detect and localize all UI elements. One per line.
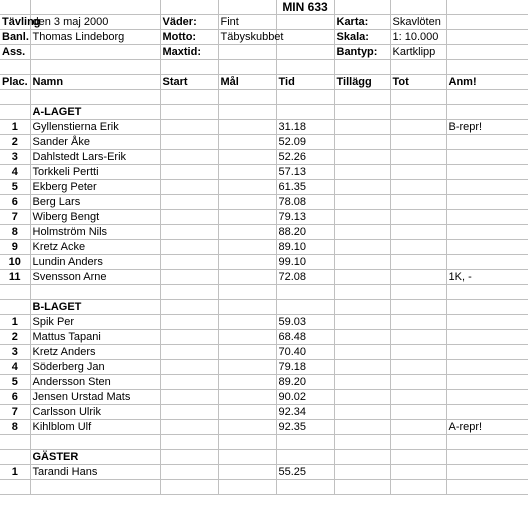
name-cell[interactable]: Carlsson Ulrik xyxy=(30,405,160,420)
empty-cell[interactable] xyxy=(390,195,446,210)
empty-cell[interactable] xyxy=(160,345,218,360)
group-header-row xyxy=(0,450,528,465)
empty-cell[interactable] xyxy=(276,15,334,30)
empty-cell[interactable] xyxy=(446,0,528,15)
empty-cell[interactable] xyxy=(446,285,528,300)
name-cell[interactable]: Mattus Tapani xyxy=(30,330,160,345)
place-cell[interactable]: 4 xyxy=(0,360,30,375)
empty-cell[interactable] xyxy=(218,450,276,465)
empty-cell[interactable] xyxy=(446,480,528,495)
empty-cell[interactable] xyxy=(160,300,218,315)
name-cell[interactable]: Kretz Acke xyxy=(30,240,160,255)
column-header[interactable]: Namn xyxy=(30,75,160,90)
empty-cell[interactable] xyxy=(30,90,160,105)
place-cell[interactable]: 11 xyxy=(0,270,30,285)
empty-cell[interactable] xyxy=(390,360,446,375)
empty-cell[interactable] xyxy=(390,405,446,420)
empty-cell[interactable] xyxy=(390,165,446,180)
info-label[interactable]: Maxtid: xyxy=(160,45,218,60)
name-cell[interactable]: Tarandi Hans xyxy=(30,465,160,480)
empty-cell[interactable] xyxy=(160,390,218,405)
empty-cell[interactable] xyxy=(390,390,446,405)
info-label[interactable]: Banl. xyxy=(2,31,29,43)
sheet-title[interactable]: MIN 633 xyxy=(276,0,334,15)
note-cell[interactable] xyxy=(446,195,528,210)
empty-cell[interactable] xyxy=(160,255,218,270)
empty-cell[interactable] xyxy=(334,435,390,450)
empty-cell[interactable] xyxy=(390,270,446,285)
info-value[interactable]: Thomas Lindeborg xyxy=(30,30,160,45)
place-cell[interactable]: 9 xyxy=(0,240,30,255)
empty-cell[interactable] xyxy=(390,150,446,165)
time-cell[interactable]: 88.20 xyxy=(276,225,334,240)
result-row xyxy=(0,270,528,285)
empty-cell[interactable] xyxy=(218,300,276,315)
empty-cell[interactable] xyxy=(160,120,218,135)
empty-cell[interactable] xyxy=(390,315,446,330)
empty-cell[interactable] xyxy=(218,90,276,105)
empty-cell[interactable] xyxy=(160,225,218,240)
empty-cell[interactable] xyxy=(334,420,390,435)
name-cell[interactable]: Lundin Anders xyxy=(30,255,160,270)
empty-cell[interactable] xyxy=(390,435,446,450)
empty-cell[interactable] xyxy=(160,285,218,300)
empty-cell[interactable] xyxy=(218,315,276,330)
empty-cell[interactable] xyxy=(390,60,446,75)
empty-cell[interactable] xyxy=(334,360,390,375)
empty-cell[interactable] xyxy=(276,480,334,495)
note-cell[interactable] xyxy=(446,375,528,390)
info-label[interactable]: Väder: xyxy=(160,15,218,30)
empty-cell[interactable] xyxy=(218,480,276,495)
empty-cell[interactable] xyxy=(446,435,528,450)
empty-cell[interactable] xyxy=(334,210,390,225)
empty-cell[interactable] xyxy=(160,330,218,345)
empty-cell[interactable] xyxy=(0,90,30,105)
place-cell[interactable]: 8 xyxy=(0,225,30,240)
empty-cell[interactable] xyxy=(218,165,276,180)
empty-cell[interactable] xyxy=(390,285,446,300)
empty-cell[interactable] xyxy=(160,465,218,480)
result-row xyxy=(0,465,528,480)
note-cell[interactable] xyxy=(446,330,528,345)
empty-cell[interactable] xyxy=(218,135,276,150)
place-cell[interactable]: 5 xyxy=(0,180,30,195)
empty-cell[interactable] xyxy=(160,135,218,150)
column-header[interactable]: Tid xyxy=(276,75,334,90)
empty-cell[interactable] xyxy=(218,270,276,285)
empty-cell[interactable] xyxy=(334,195,390,210)
empty-cell[interactable] xyxy=(218,0,276,15)
empty-cell[interactable] xyxy=(276,30,334,45)
result-row xyxy=(0,135,528,150)
time-cell[interactable]: 99.10 xyxy=(276,255,334,270)
name-cell[interactable]: Svensson Arne xyxy=(30,270,160,285)
empty-cell[interactable] xyxy=(218,255,276,270)
time-cell[interactable]: 59.03 xyxy=(276,315,334,330)
result-row xyxy=(0,195,528,210)
empty-cell[interactable] xyxy=(334,240,390,255)
column-header[interactable]: Tot xyxy=(390,75,446,90)
note-cell[interactable] xyxy=(446,225,528,240)
group-name[interactable]: B-LAGET xyxy=(30,300,160,315)
empty-cell[interactable] xyxy=(218,375,276,390)
empty-cell[interactable] xyxy=(334,345,390,360)
empty-cell[interactable] xyxy=(334,405,390,420)
empty-cell[interactable] xyxy=(334,135,390,150)
empty-cell[interactable] xyxy=(334,0,390,15)
note-cell[interactable] xyxy=(446,165,528,180)
info-row xyxy=(0,30,528,45)
empty-cell[interactable] xyxy=(334,375,390,390)
empty-cell[interactable] xyxy=(218,345,276,360)
empty-cell[interactable] xyxy=(390,0,446,15)
info-row xyxy=(0,45,528,60)
name-cell[interactable]: Torkkeli Pertti xyxy=(30,165,160,180)
time-cell[interactable]: 72.08 xyxy=(276,270,334,285)
empty-cell[interactable] xyxy=(218,435,276,450)
time-cell[interactable]: 57.13 xyxy=(276,165,334,180)
empty-cell[interactable] xyxy=(218,225,276,240)
empty-cell[interactable] xyxy=(334,480,390,495)
empty-cell[interactable] xyxy=(446,300,528,315)
time-cell[interactable]: 92.35 xyxy=(276,420,334,435)
place-cell[interactable]: 10 xyxy=(0,255,30,270)
empty-cell[interactable] xyxy=(160,150,218,165)
note-cell[interactable] xyxy=(446,240,528,255)
info-value[interactable]: 1: 10.000 xyxy=(390,30,446,45)
group-name[interactable]: GÄSTER xyxy=(30,450,160,465)
empty-cell[interactable] xyxy=(390,210,446,225)
info-value[interactable]: Kartklipp xyxy=(390,45,446,60)
place-cell[interactable]: 1 xyxy=(0,465,30,480)
time-cell[interactable]: 89.10 xyxy=(276,240,334,255)
blank-row xyxy=(0,435,528,450)
empty-cell[interactable] xyxy=(390,375,446,390)
name-cell[interactable]: Wiberg Bengt xyxy=(30,210,160,225)
place-cell[interactable]: 3 xyxy=(0,345,30,360)
empty-cell[interactable] xyxy=(276,435,334,450)
info-value[interactable]: Fint xyxy=(218,15,276,30)
result-row xyxy=(0,165,528,180)
time-cell[interactable]: 78.08 xyxy=(276,195,334,210)
empty-cell[interactable] xyxy=(446,90,528,105)
empty-cell[interactable] xyxy=(160,105,218,120)
note-cell[interactable]: 1K, - xyxy=(446,270,528,285)
result-row xyxy=(0,375,528,390)
empty-cell[interactable] xyxy=(160,0,218,15)
result-row xyxy=(0,420,528,435)
group-name[interactable]: A-LAGET xyxy=(30,105,160,120)
info-value[interactable] xyxy=(218,45,276,60)
note-cell[interactable] xyxy=(446,135,528,150)
empty-cell[interactable] xyxy=(0,105,30,120)
time-cell[interactable]: 52.26 xyxy=(276,150,334,165)
blank-row xyxy=(0,90,528,105)
empty-cell[interactable] xyxy=(390,105,446,120)
empty-cell[interactable] xyxy=(218,360,276,375)
column-header[interactable]: Plac. xyxy=(0,75,30,90)
info-label[interactable]: Karta: xyxy=(334,15,390,30)
empty-cell[interactable] xyxy=(0,285,30,300)
empty-cell[interactable] xyxy=(218,105,276,120)
empty-cell[interactable] xyxy=(218,180,276,195)
empty-cell[interactable] xyxy=(160,360,218,375)
empty-cell[interactable] xyxy=(390,345,446,360)
empty-cell[interactable] xyxy=(0,0,30,15)
blank-row xyxy=(0,285,528,300)
empty-cell[interactable] xyxy=(218,120,276,135)
note-cell[interactable] xyxy=(446,390,528,405)
place-cell[interactable]: 5 xyxy=(0,375,30,390)
empty-cell[interactable] xyxy=(160,60,218,75)
name-cell[interactable]: Spik Per xyxy=(30,315,160,330)
empty-cell[interactable] xyxy=(276,60,334,75)
empty-cell[interactable] xyxy=(218,330,276,345)
empty-cell[interactable] xyxy=(160,180,218,195)
empty-cell[interactable] xyxy=(390,225,446,240)
empty-cell[interactable] xyxy=(334,450,390,465)
info-value[interactable]: Skavlöten xyxy=(390,15,446,30)
empty-cell[interactable] xyxy=(390,420,446,435)
empty-cell[interactable] xyxy=(390,330,446,345)
empty-cell[interactable] xyxy=(334,255,390,270)
note-cell[interactable] xyxy=(446,150,528,165)
empty-cell[interactable] xyxy=(390,120,446,135)
empty-cell[interactable] xyxy=(160,270,218,285)
empty-cell[interactable] xyxy=(218,285,276,300)
empty-cell[interactable] xyxy=(390,135,446,150)
time-cell[interactable]: 89.20 xyxy=(276,375,334,390)
empty-cell[interactable] xyxy=(390,450,446,465)
info-label[interactable]: Bantyp: xyxy=(334,45,390,60)
result-row xyxy=(0,390,528,405)
empty-cell[interactable] xyxy=(334,60,390,75)
empty-cell[interactable] xyxy=(276,90,334,105)
name-cell[interactable]: Gyllenstierna Erik xyxy=(30,120,160,135)
info-row xyxy=(0,15,528,30)
blank-row xyxy=(0,480,528,495)
result-row xyxy=(0,315,528,330)
place-cell[interactable]: 7 xyxy=(0,210,30,225)
empty-cell[interactable] xyxy=(390,180,446,195)
note-cell[interactable] xyxy=(446,180,528,195)
empty-cell[interactable] xyxy=(160,375,218,390)
empty-cell[interactable] xyxy=(218,405,276,420)
empty-cell[interactable] xyxy=(334,105,390,120)
place-cell[interactable]: 4 xyxy=(0,165,30,180)
note-cell[interactable] xyxy=(446,255,528,270)
name-cell[interactable]: Berg Lars xyxy=(30,195,160,210)
empty-cell[interactable] xyxy=(334,225,390,240)
empty-cell[interactable] xyxy=(218,195,276,210)
time-cell[interactable]: 31.18 xyxy=(276,120,334,135)
empty-cell[interactable] xyxy=(0,60,30,75)
name-cell[interactable]: Ekberg Peter xyxy=(30,180,160,195)
empty-cell[interactable] xyxy=(160,315,218,330)
empty-cell[interactable] xyxy=(160,210,218,225)
empty-cell[interactable] xyxy=(334,120,390,135)
place-cell[interactable]: 1 xyxy=(0,315,30,330)
place-cell[interactable]: 2 xyxy=(0,135,30,150)
result-row xyxy=(0,405,528,420)
note-cell[interactable]: A-repr! xyxy=(446,420,528,435)
place-cell[interactable]: 6 xyxy=(0,195,30,210)
empty-cell[interactable] xyxy=(30,435,160,450)
header-row xyxy=(0,75,528,90)
column-header[interactable]: Start xyxy=(160,75,218,90)
info-label[interactable]: Ass. xyxy=(0,45,30,60)
time-cell[interactable]: 79.18 xyxy=(276,360,334,375)
name-cell[interactable]: Kretz Anders xyxy=(30,345,160,360)
info-label[interactable]: Motto: xyxy=(160,30,218,45)
empty-cell[interactable] xyxy=(218,420,276,435)
name-cell[interactable]: Kihlblom Ulf xyxy=(30,420,160,435)
empty-cell[interactable] xyxy=(390,465,446,480)
empty-cell[interactable] xyxy=(334,300,390,315)
group-header-row xyxy=(0,105,528,120)
name-cell[interactable]: Jensen Urstad Mats xyxy=(30,390,160,405)
empty-cell[interactable] xyxy=(276,450,334,465)
result-row xyxy=(0,225,528,240)
empty-cell[interactable] xyxy=(446,15,528,30)
empty-cell[interactable] xyxy=(276,300,334,315)
note-cell[interactable] xyxy=(446,360,528,375)
note-cell[interactable] xyxy=(446,315,528,330)
result-row xyxy=(0,180,528,195)
info-label[interactable]: Skala: xyxy=(334,30,390,45)
empty-cell[interactable] xyxy=(30,480,160,495)
empty-cell[interactable] xyxy=(160,435,218,450)
empty-cell[interactable] xyxy=(390,255,446,270)
time-cell[interactable]: 55.25 xyxy=(276,465,334,480)
empty-cell[interactable] xyxy=(218,240,276,255)
info-value[interactable]: Täbyskubbet xyxy=(218,30,276,45)
empty-cell[interactable] xyxy=(446,45,528,60)
place-cell[interactable]: 3 xyxy=(0,150,30,165)
empty-cell[interactable] xyxy=(446,105,528,120)
note-cell[interactable] xyxy=(446,465,528,480)
empty-cell[interactable] xyxy=(160,405,218,420)
column-header[interactable]: Mål xyxy=(218,75,276,90)
time-cell[interactable]: 61.35 xyxy=(276,180,334,195)
place-cell[interactable]: 7 xyxy=(0,405,30,420)
empty-cell[interactable] xyxy=(30,60,160,75)
empty-cell[interactable] xyxy=(160,450,218,465)
empty-cell[interactable] xyxy=(0,480,30,495)
empty-cell[interactable] xyxy=(334,315,390,330)
empty-cell[interactable] xyxy=(160,480,218,495)
time-cell[interactable]: 70.40 xyxy=(276,345,334,360)
place-cell[interactable]: 1 xyxy=(0,120,30,135)
empty-cell[interactable] xyxy=(390,90,446,105)
note-cell[interactable] xyxy=(446,345,528,360)
place-cell[interactable]: 2 xyxy=(0,330,30,345)
empty-cell[interactable] xyxy=(30,285,160,300)
name-cell[interactable]: Andersson Sten xyxy=(30,375,160,390)
time-cell[interactable]: 92.34 xyxy=(276,405,334,420)
empty-cell[interactable] xyxy=(218,465,276,480)
empty-cell[interactable] xyxy=(390,240,446,255)
empty-cell[interactable] xyxy=(218,210,276,225)
column-header[interactable]: Tillägg xyxy=(334,75,390,90)
empty-cell[interactable] xyxy=(0,450,30,465)
empty-cell[interactable] xyxy=(334,150,390,165)
empty-cell[interactable] xyxy=(446,450,528,465)
empty-cell[interactable] xyxy=(446,60,528,75)
empty-cell[interactable] xyxy=(446,30,528,45)
title-row xyxy=(0,0,528,15)
empty-cell[interactable] xyxy=(218,60,276,75)
result-row xyxy=(0,120,528,135)
result-row xyxy=(0,240,528,255)
column-header[interactable]: Anm! xyxy=(446,75,528,90)
empty-cell[interactable] xyxy=(334,285,390,300)
info-value[interactable] xyxy=(30,45,160,60)
empty-cell[interactable] xyxy=(160,420,218,435)
empty-cell[interactable] xyxy=(334,465,390,480)
time-cell[interactable]: 68.48 xyxy=(276,330,334,345)
result-row xyxy=(0,360,528,375)
empty-cell[interactable] xyxy=(334,330,390,345)
name-cell[interactable]: Söderberg Jan xyxy=(30,360,160,375)
empty-cell[interactable] xyxy=(334,390,390,405)
info-label[interactable]: Tävling xyxy=(2,16,41,28)
place-cell[interactable]: 8 xyxy=(0,420,30,435)
name-cell[interactable]: Holmström Nils xyxy=(30,225,160,240)
result-row xyxy=(0,330,528,345)
result-row xyxy=(0,150,528,165)
note-cell[interactable]: B-repr! xyxy=(446,120,528,135)
empty-cell[interactable] xyxy=(218,390,276,405)
empty-cell[interactable] xyxy=(160,195,218,210)
result-row xyxy=(0,345,528,360)
empty-cell[interactable] xyxy=(276,105,334,120)
empty-cell[interactable] xyxy=(334,180,390,195)
empty-cell[interactable] xyxy=(276,285,334,300)
empty-cell[interactable] xyxy=(0,300,30,315)
empty-cell[interactable] xyxy=(30,0,160,15)
blank-row xyxy=(0,60,528,75)
note-cell[interactable] xyxy=(446,405,528,420)
info-value[interactable]: den 3 maj 2000 xyxy=(30,15,160,30)
name-cell[interactable]: Sander Åke xyxy=(30,135,160,150)
empty-cell[interactable] xyxy=(334,165,390,180)
empty-cell[interactable] xyxy=(160,165,218,180)
empty-cell[interactable] xyxy=(160,90,218,105)
result-row xyxy=(0,210,528,225)
empty-cell[interactable] xyxy=(334,270,390,285)
group-header-row xyxy=(0,300,528,315)
time-cell[interactable]: 79.13 xyxy=(276,210,334,225)
name-cell[interactable]: Dahlstedt Lars-Erik xyxy=(30,150,160,165)
empty-cell[interactable] xyxy=(334,90,390,105)
empty-cell[interactable] xyxy=(218,150,276,165)
place-cell[interactable]: 6 xyxy=(0,390,30,405)
empty-cell[interactable] xyxy=(390,300,446,315)
result-row xyxy=(0,255,528,270)
empty-cell[interactable] xyxy=(0,435,30,450)
time-cell[interactable]: 52.09 xyxy=(276,135,334,150)
empty-cell[interactable] xyxy=(276,45,334,60)
empty-cell[interactable] xyxy=(160,240,218,255)
note-cell[interactable] xyxy=(446,210,528,225)
time-cell[interactable]: 90.02 xyxy=(276,390,334,405)
empty-cell[interactable] xyxy=(390,480,446,495)
